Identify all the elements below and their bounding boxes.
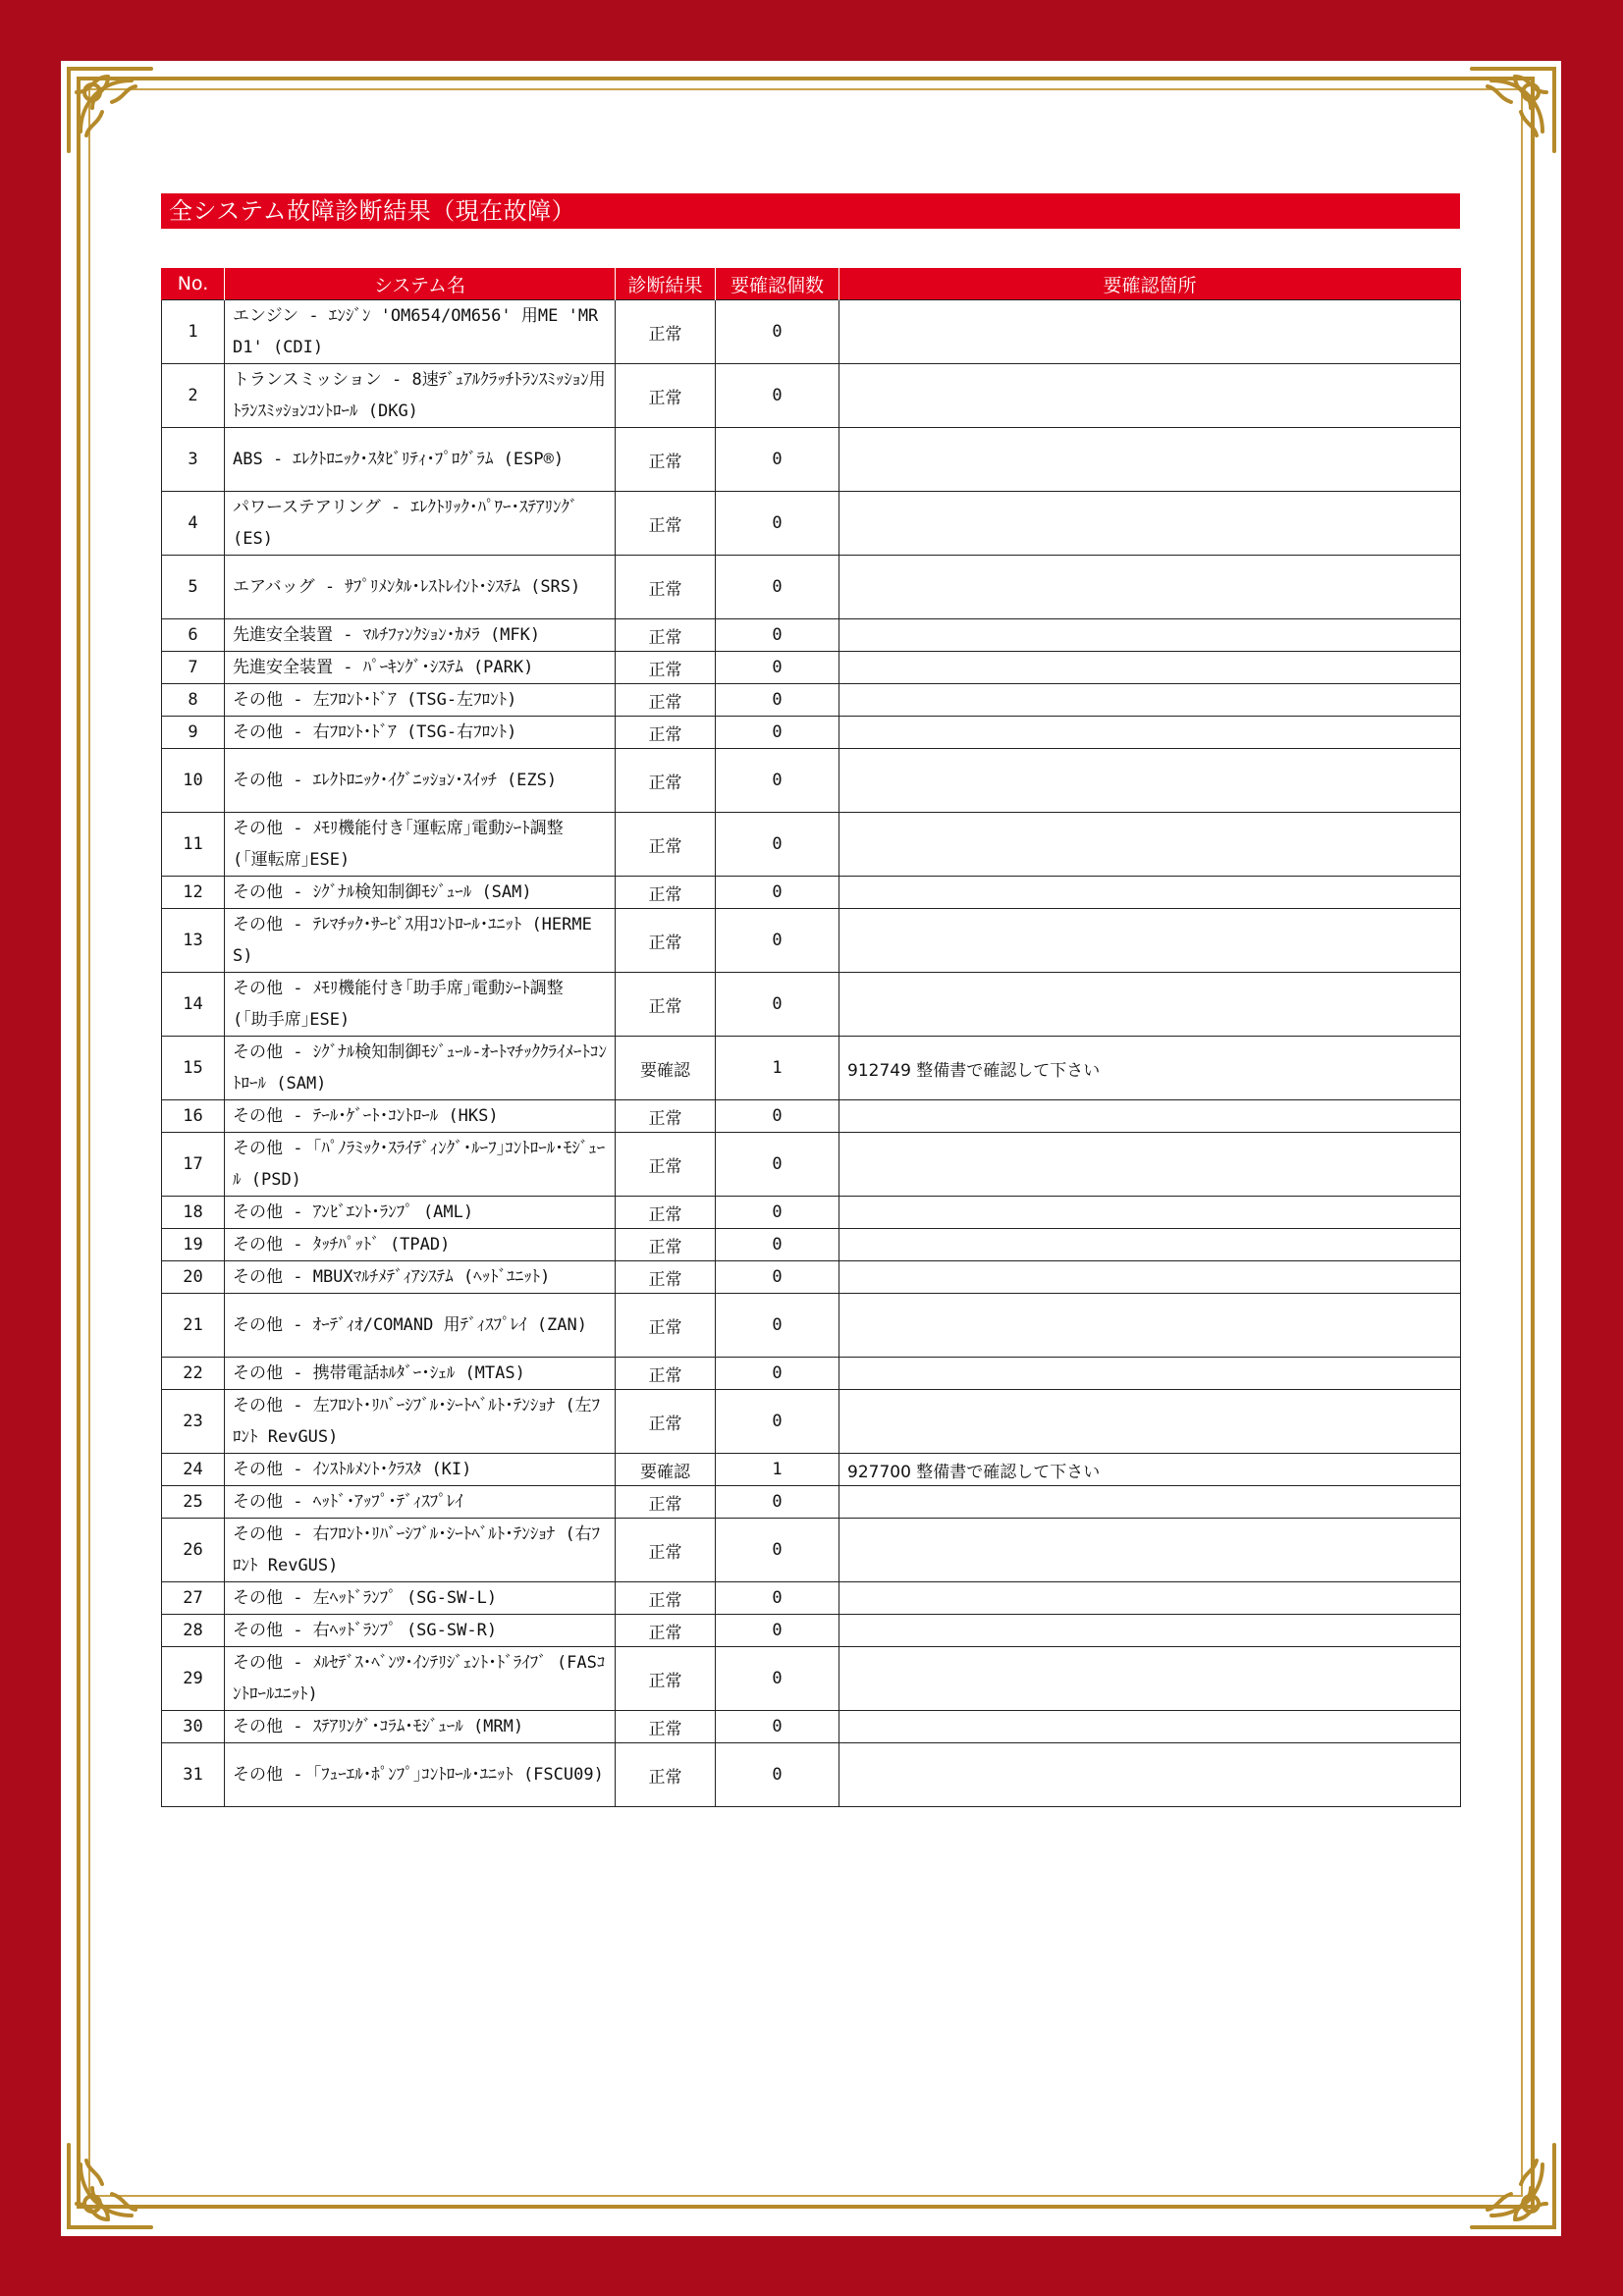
system-name: その他 - ﾒﾓﾘ機能付き｢運転席｣電動ｼｰﾄ調整 (｢運転席｣ESE) [225,813,616,877]
check-detail [839,1519,1461,1582]
check-detail [839,492,1461,556]
check-count: 0 [716,684,839,717]
system-name: その他 - ﾀｯﾁﾊﾟｯﾄﾞ (TPAD) [225,1229,616,1261]
check-detail [839,1743,1461,1807]
check-count: 0 [716,619,839,652]
check-count: 1 [716,1037,839,1100]
diagnosis-result: 正常 [616,1743,716,1807]
check-count: 0 [716,1519,839,1582]
diagnosis-result: 正常 [616,619,716,652]
system-name: その他 - 左ﾌﾛﾝﾄ･ﾘﾊﾞｰｼﾌﾞﾙ･ｼｰﾄﾍﾞﾙﾄ･ﾃﾝｼｮﾅ (左ﾌﾛﾝﾄ RevGUS) [225,1390,616,1454]
diagnosis-result: 正常 [616,1358,716,1390]
diagnosis-result: 正常 [616,1711,716,1743]
diagnosis-result: 正常 [616,1133,716,1197]
header-system: システム名 [225,268,616,300]
row-number: 10 [162,749,225,813]
check-count: 0 [716,1647,839,1711]
header-count: 要確認個数 [716,268,839,300]
table-row [162,1711,1461,1743]
system-name: その他 - ｲﾝｽﾄﾙﾒﾝﾄ･ｸﾗｽﾀ (KI) [225,1454,616,1486]
report-title: 全システム故障診断結果（現在故障） [161,193,1460,229]
row-number: 3 [162,428,225,492]
table-row [162,1519,1461,1582]
check-count: 0 [716,1358,839,1390]
row-number: 6 [162,619,225,652]
table-row [162,300,1461,364]
table-row [162,909,1461,973]
table-row [162,1261,1461,1294]
table-row [162,973,1461,1037]
system-name: ABS - ｴﾚｸﾄﾛﾆｯｸ･ｽﾀﾋﾞﾘﾃｨ･ﾌﾟﾛｸﾞﾗﾑ (ESP®) [225,428,616,492]
diagnosis-result: 正常 [616,749,716,813]
system-name: エンジン - ｴﾝｼﾞﾝ 'OM654/OM656' 用ME 'MRD1' (CDI) [225,300,616,364]
diagnosis-result: 要確認 [616,1454,716,1486]
check-detail [839,1100,1461,1133]
check-count: 0 [716,1615,839,1647]
row-number: 1 [162,300,225,364]
diagnosis-result: 正常 [616,364,716,428]
check-count: 0 [716,1390,839,1454]
table-header-row [162,268,1461,300]
check-count: 0 [716,1229,839,1261]
table-row [162,1133,1461,1197]
check-count: 0 [716,813,839,877]
check-detail [839,717,1461,749]
diagnosis-result: 正常 [616,1582,716,1615]
table-row [162,717,1461,749]
diagnosis-result: 正常 [616,1100,716,1133]
diagnosis-result: 正常 [616,1229,716,1261]
table-row [162,877,1461,909]
table-row [162,1454,1461,1486]
system-name: その他 - 携帯電話ﾎﾙﾀﾞｰ･ｼｪﾙ (MTAS) [225,1358,616,1390]
diagnosis-result: 正常 [616,428,716,492]
corner-ornament-icon [1466,63,1560,157]
check-detail [839,1615,1461,1647]
system-name: 先進安全装置 - ﾏﾙﾁﾌｧﾝｸｼｮﾝ･ｶﾒﾗ (MFK) [225,619,616,652]
table-row [162,556,1461,619]
check-detail [839,684,1461,717]
row-number: 28 [162,1615,225,1647]
diagnosis-result: 正常 [616,877,716,909]
system-name: その他 - ｴﾚｸﾄﾛﾆｯｸ･ｲｸﾞﾆｯｼｮﾝ･ｽｲｯﾁ (EZS) [225,749,616,813]
table-body [162,300,1461,1807]
row-number: 31 [162,1743,225,1807]
check-count: 0 [716,1133,839,1197]
system-name: その他 - ﾒﾙｾﾃﾞｽ･ﾍﾞﾝﾂ･ｲﾝﾃﾘｼﾞｪﾝﾄ･ﾄﾞﾗｲﾌﾞ (FASｺﾝﾄﾛｰﾙﾕﾆｯﾄ) [225,1647,616,1711]
system-name: その他 - 右ﾌﾛﾝﾄ･ﾄﾞｱ (TSG-右ﾌﾛﾝﾄ) [225,717,616,749]
row-number: 19 [162,1229,225,1261]
row-number: 25 [162,1486,225,1519]
check-count: 0 [716,717,839,749]
system-name: その他 - ｼｸﾞﾅﾙ検知制御ﾓｼﾞｭｰﾙ (SAM) [225,877,616,909]
row-number: 16 [162,1100,225,1133]
table-row [162,428,1461,492]
check-detail [839,813,1461,877]
check-count: 0 [716,652,839,684]
check-count: 0 [716,556,839,619]
row-number: 15 [162,1037,225,1100]
check-count: 0 [716,364,839,428]
system-name: その他 - ﾒﾓﾘ機能付き｢助手席｣電動ｼｰﾄ調整 (｢助手席｣ESE) [225,973,616,1037]
row-number: 26 [162,1519,225,1582]
check-count: 0 [716,1486,839,1519]
row-number: 8 [162,684,225,717]
row-number: 12 [162,877,225,909]
check-detail [839,556,1461,619]
check-detail [839,652,1461,684]
diagnosis-table [161,268,1461,1807]
check-detail [839,300,1461,364]
table-row [162,1486,1461,1519]
system-name: その他 - ｢ﾊﾟﾉﾗﾐｯｸ･ｽﾗｲﾃﾞｨﾝｸﾞ･ﾙｰﾌ｣ｺﾝﾄﾛｰﾙ･ﾓｼﾞｭｰﾙ (PSD) [225,1133,616,1197]
system-name: その他 - ｼｸﾞﾅﾙ検知制御ﾓｼﾞｭｰﾙ-ｵｰﾄﾏﾁｯｸｸﾗｲﾒｰﾄｺﾝﾄﾛｰﾙ (SAM) [225,1037,616,1100]
corner-ornament-icon [63,2139,157,2233]
system-name: パワーステアリング - ｴﾚｸﾄﾘｯｸ･ﾊﾟﾜｰ･ｽﾃｱﾘﾝｸﾞ (ES) [225,492,616,556]
header-result: 診断結果 [616,268,716,300]
diagnosis-result: 正常 [616,909,716,973]
diagnosis-result: 正常 [616,1294,716,1358]
row-number: 30 [162,1711,225,1743]
row-number: 14 [162,973,225,1037]
check-detail: 912749 整備書で確認して下さい [839,1037,1461,1100]
table-row [162,1358,1461,1390]
check-detail [839,1133,1461,1197]
check-detail [839,1582,1461,1615]
check-detail [839,1486,1461,1519]
diagnosis-result: 正常 [616,1519,716,1582]
table-row [162,1294,1461,1358]
check-count: 0 [716,1711,839,1743]
check-count: 0 [716,428,839,492]
check-count: 0 [716,973,839,1037]
system-name: その他 - MBUXﾏﾙﾁﾒﾃﾞｨｱｼｽﾃﾑ (ﾍｯﾄﾞﾕﾆｯﾄ) [225,1261,616,1294]
check-detail [839,877,1461,909]
check-detail [839,1229,1461,1261]
row-number: 23 [162,1390,225,1454]
diagnosis-result: 正常 [616,300,716,364]
check-detail [839,1358,1461,1390]
table-row [162,364,1461,428]
check-count: 0 [716,492,839,556]
check-detail [839,1647,1461,1711]
table-row [162,749,1461,813]
check-detail [839,973,1461,1037]
table-row [162,1229,1461,1261]
check-detail [839,909,1461,973]
row-number: 13 [162,909,225,973]
row-number: 7 [162,652,225,684]
diagnosis-result: 正常 [616,973,716,1037]
check-detail [839,1711,1461,1743]
system-name: その他 - 右ﾌﾛﾝﾄ･ﾘﾊﾞｰｼﾌﾞﾙ･ｼｰﾄﾍﾞﾙﾄ･ﾃﾝｼｮﾅ (右ﾌﾛﾝﾄ RevGUS) [225,1519,616,1582]
check-count: 0 [716,300,839,364]
check-detail [839,1294,1461,1358]
check-detail [839,1197,1461,1229]
check-detail [839,364,1461,428]
check-detail [839,1261,1461,1294]
system-name: その他 - ﾃﾚﾏﾁｯｸ･ｻｰﾋﾞｽ用ｺﾝﾄﾛｰﾙ･ﾕﾆｯﾄ (HERMES) [225,909,616,973]
check-count: 0 [716,1100,839,1133]
row-number: 27 [162,1582,225,1615]
table-row [162,1390,1461,1454]
check-count: 0 [716,909,839,973]
row-number: 24 [162,1454,225,1486]
corner-ornament-icon [1466,2139,1560,2233]
table-row [162,1100,1461,1133]
check-count: 0 [716,1582,839,1615]
row-number: 11 [162,813,225,877]
table-row [162,1615,1461,1647]
system-name: その他 - 左ﾌﾛﾝﾄ･ﾄﾞｱ (TSG-左ﾌﾛﾝﾄ) [225,684,616,717]
table-row [162,1037,1461,1100]
diagnosis-result: 正常 [616,1615,716,1647]
check-detail [839,749,1461,813]
table-row [162,1647,1461,1711]
system-name: その他 - ｢ﾌｭｰｴﾙ･ﾎﾟﾝﾌﾟ｣ｺﾝﾄﾛｰﾙ･ﾕﾆｯﾄ (FSCU09) [225,1743,616,1807]
diagnosis-result: 正常 [616,1390,716,1454]
system-name: その他 - ﾍｯﾄﾞ･ｱｯﾌﾟ･ﾃﾞｨｽﾌﾟﾚｲ [225,1486,616,1519]
system-name: エアバッグ - ｻﾌﾟﾘﾒﾝﾀﾙ･ﾚｽﾄﾚｲﾝﾄ･ｼｽﾃﾑ (SRS) [225,556,616,619]
header-no: No. [162,268,225,300]
row-number: 9 [162,717,225,749]
row-number: 22 [162,1358,225,1390]
row-number: 17 [162,1133,225,1197]
system-name: その他 - ｵｰﾃﾞｨｵ/COMAND 用ﾃﾞｨｽﾌﾟﾚｲ (ZAN) [225,1294,616,1358]
system-name: その他 - ｽﾃｱﾘﾝｸﾞ･ｺﾗﾑ･ﾓｼﾞｭｰﾙ (MRM) [225,1711,616,1743]
diagnosis-result: 正常 [616,556,716,619]
diagnosis-result: 正常 [616,813,716,877]
table-row [162,619,1461,652]
check-detail [839,1390,1461,1454]
diagnosis-result: 正常 [616,1261,716,1294]
table-row [162,492,1461,556]
check-count: 0 [716,1294,839,1358]
diagnosis-result: 正常 [616,717,716,749]
corner-ornament-icon [63,63,157,157]
table-row [162,652,1461,684]
diagnosis-result: 正常 [616,1197,716,1229]
system-name: その他 - ｱﾝﾋﾞｴﾝﾄ･ﾗﾝﾌﾟ (AML) [225,1197,616,1229]
system-name: その他 - 右ﾍｯﾄﾞﾗﾝﾌﾟ (SG-SW-R) [225,1615,616,1647]
check-count: 1 [716,1454,839,1486]
table-row [162,1743,1461,1807]
diagnosis-result: 正常 [616,1486,716,1519]
check-detail [839,428,1461,492]
system-name: トランスミッション - 8速ﾃﾞｭｱﾙｸﾗｯﾁﾄﾗﾝｽﾐｯｼｮﾝ用ﾄﾗﾝｽﾐｯｼｮﾝｺﾝﾄﾛｰﾙ (DKG) [225,364,616,428]
diagnosis-result: 要確認 [616,1037,716,1100]
check-detail [839,619,1461,652]
diagnosis-result: 正常 [616,1647,716,1711]
check-count: 0 [716,1743,839,1807]
table-row [162,684,1461,717]
row-number: 2 [162,364,225,428]
check-count: 0 [716,1261,839,1294]
diagnosis-result: 正常 [616,492,716,556]
table-row [162,1582,1461,1615]
diagnosis-result: 正常 [616,652,716,684]
table-row [162,813,1461,877]
row-number: 18 [162,1197,225,1229]
check-count: 0 [716,749,839,813]
row-number: 21 [162,1294,225,1358]
row-number: 4 [162,492,225,556]
table-row [162,1197,1461,1229]
row-number: 29 [162,1647,225,1711]
diagnosis-result: 正常 [616,684,716,717]
check-detail: 927700 整備書で確認して下さい [839,1454,1461,1486]
row-number: 5 [162,556,225,619]
system-name: その他 - ﾃｰﾙ･ｹﾞｰﾄ･ｺﾝﾄﾛｰﾙ (HKS) [225,1100,616,1133]
check-count: 0 [716,1197,839,1229]
header-detail: 要確認箇所 [839,268,1461,300]
row-number: 20 [162,1261,225,1294]
system-name: 先進安全装置 - ﾊﾟｰｷﾝｸﾞ･ｼｽﾃﾑ (PARK) [225,652,616,684]
system-name: その他 - 左ﾍｯﾄﾞﾗﾝﾌﾟ (SG-SW-L) [225,1582,616,1615]
check-count: 0 [716,877,839,909]
